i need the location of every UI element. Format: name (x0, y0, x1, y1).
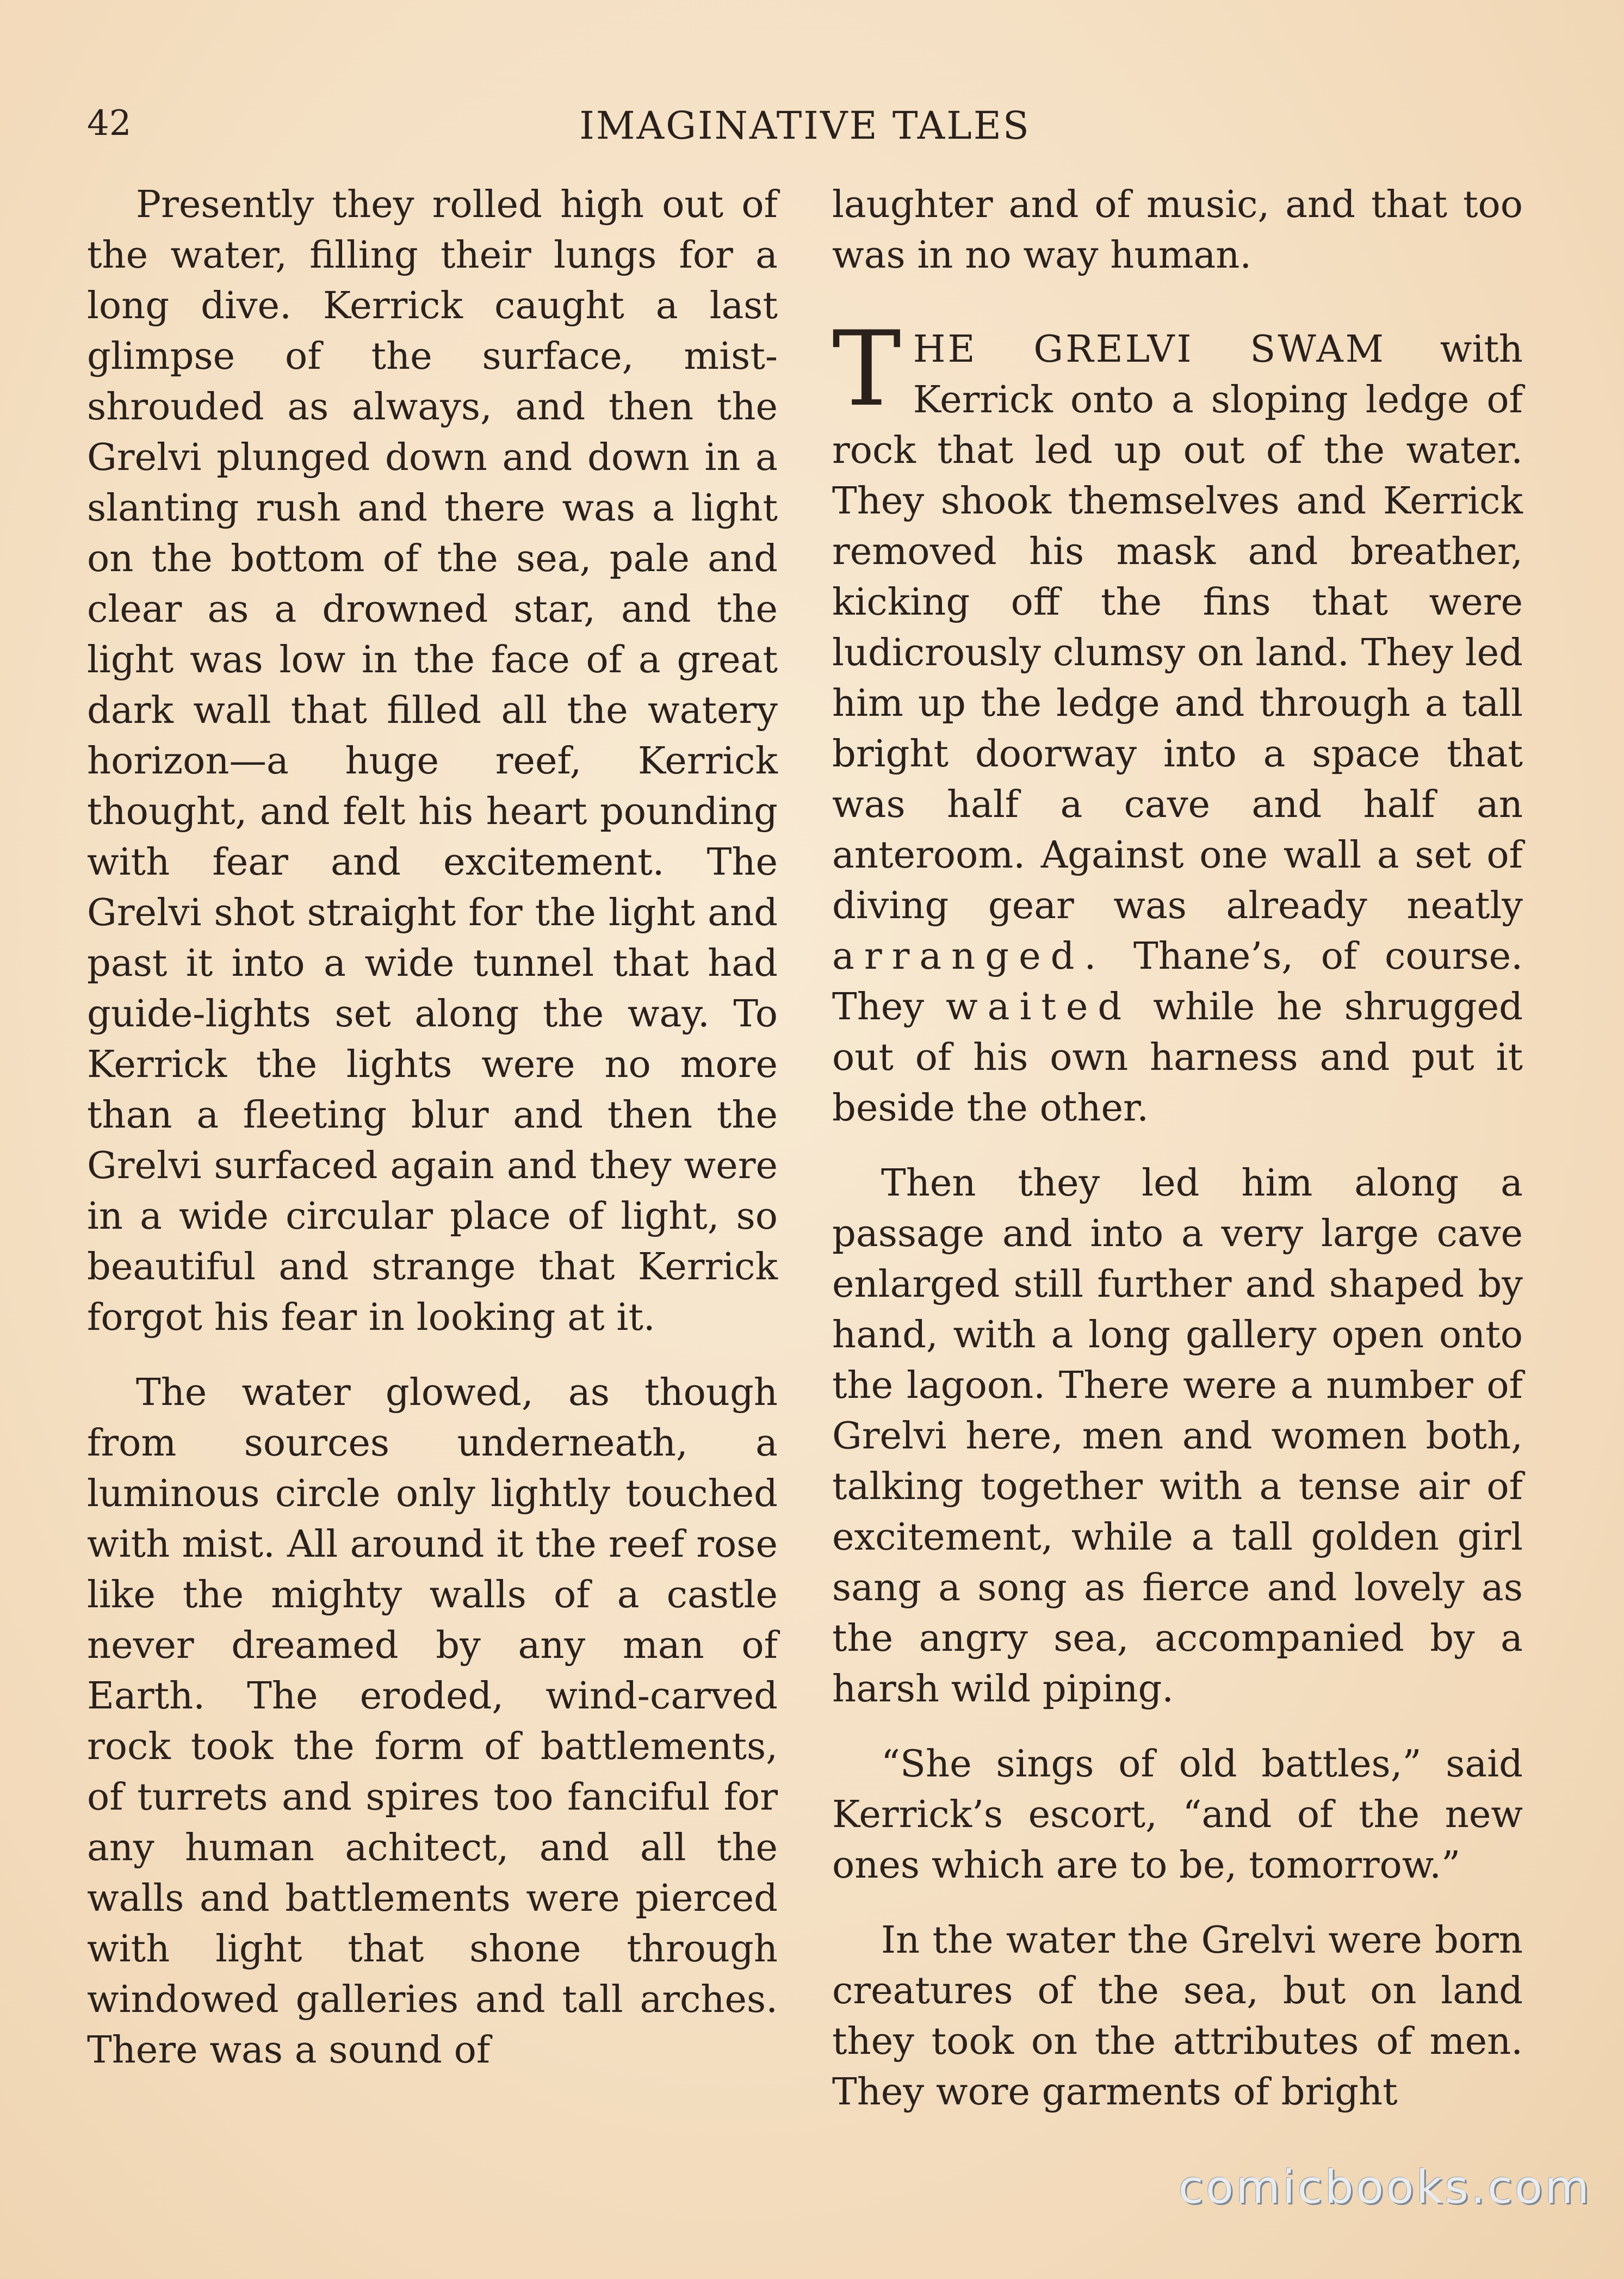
text-run: while he shrugged out of his own harness and put it beside the other. (832, 985, 1523, 1130)
letterspaced-word: arranged. (832, 934, 1106, 978)
letterspaced-word: waited (945, 985, 1132, 1029)
text-run: Thane’s, of course. They (832, 934, 1523, 1029)
section-start-paragraph (832, 309, 1523, 1134)
page-header (87, 98, 1523, 152)
running-title: IMAGINATIVE TALES (579, 103, 1031, 148)
right-column (832, 179, 1523, 2142)
paragraph: The water glowed, as though from sources underneath, a luminous circle only lightly touched with mist. All around it the reef rose like the mighty walls of a castle never dreamed by any man of Earth. The eroded, wind-carved rock took the form of battlements, of turrets and spires too fanciful for any human achitect, and all the walls and battlements were pierced with light that shone through windowed galleries and tall arches. There was a sound of (87, 1371, 778, 2072)
paragraph: Presently they rolled high out of the water, filling their lungs for a long dive. Kerrick caught a last glimpse of the surface, mist-shrouded as always, and then the Grelvi plunged down and down in a slanting rush and there was a light on the bottom of the sea, pale and clear as a drowned star, and the light was low in the face of a great dark wall that filled all the watery horizon—a huge reef, Kerrick thought, and felt his heart pounding with fear and excitement. The Grelvi shot straight for the light and past it into a wide tunnel that had guide-lights set along the way. To Kerrick the lights were no more than a fleeting blur and then the Grelvi surfaced again and they were in a wide circular place of light, so beautiful and strange that Kerrick forgot his fear in looking at it. (87, 183, 778, 1339)
paragraph-continued: laughter and of music, and that too was in no way human. (832, 183, 1523, 277)
paragraph: Then they led him along a passage and into a very large cave enlarged still further and shaped by hand, with a long gallery open onto the lagoon. There were a number of Grelvi here, men and women both, talking together with a tense air of excitement, while a tall golden girl sang a song as fierce and lovely as the angry sea, accompanied by a harsh wild piping. (832, 1161, 1523, 1711)
page-number: 42 (87, 103, 132, 144)
watermark: comicbooks.com (1178, 2160, 1591, 2214)
text-run: with Kerrick onto a sloping ledge of rock that led up out of the water. They shook themselves and Kerrick removed his mask and breather, kicking off the fins that were ludicrously clumsy on land. They led him up the ledge and through a tall bright doorway into a space that was half a cave and half an anteroom. Against one wall a set of diving gear was already neatly (832, 327, 1523, 927)
paragraph: “She sings of old battles,” said Kerrick’s escort, “and of the new ones which are to be, tomorrow.” (832, 1742, 1523, 1887)
paragraph: In the water the Grelvi were born creatures of the sea, but on land they took on the attributes of men. They wore garments of bright (832, 1918, 1523, 2114)
small-caps-lead: HE GRELVI SWAM (913, 327, 1386, 371)
drop-cap: T (832, 309, 901, 429)
left-column (87, 179, 778, 2100)
